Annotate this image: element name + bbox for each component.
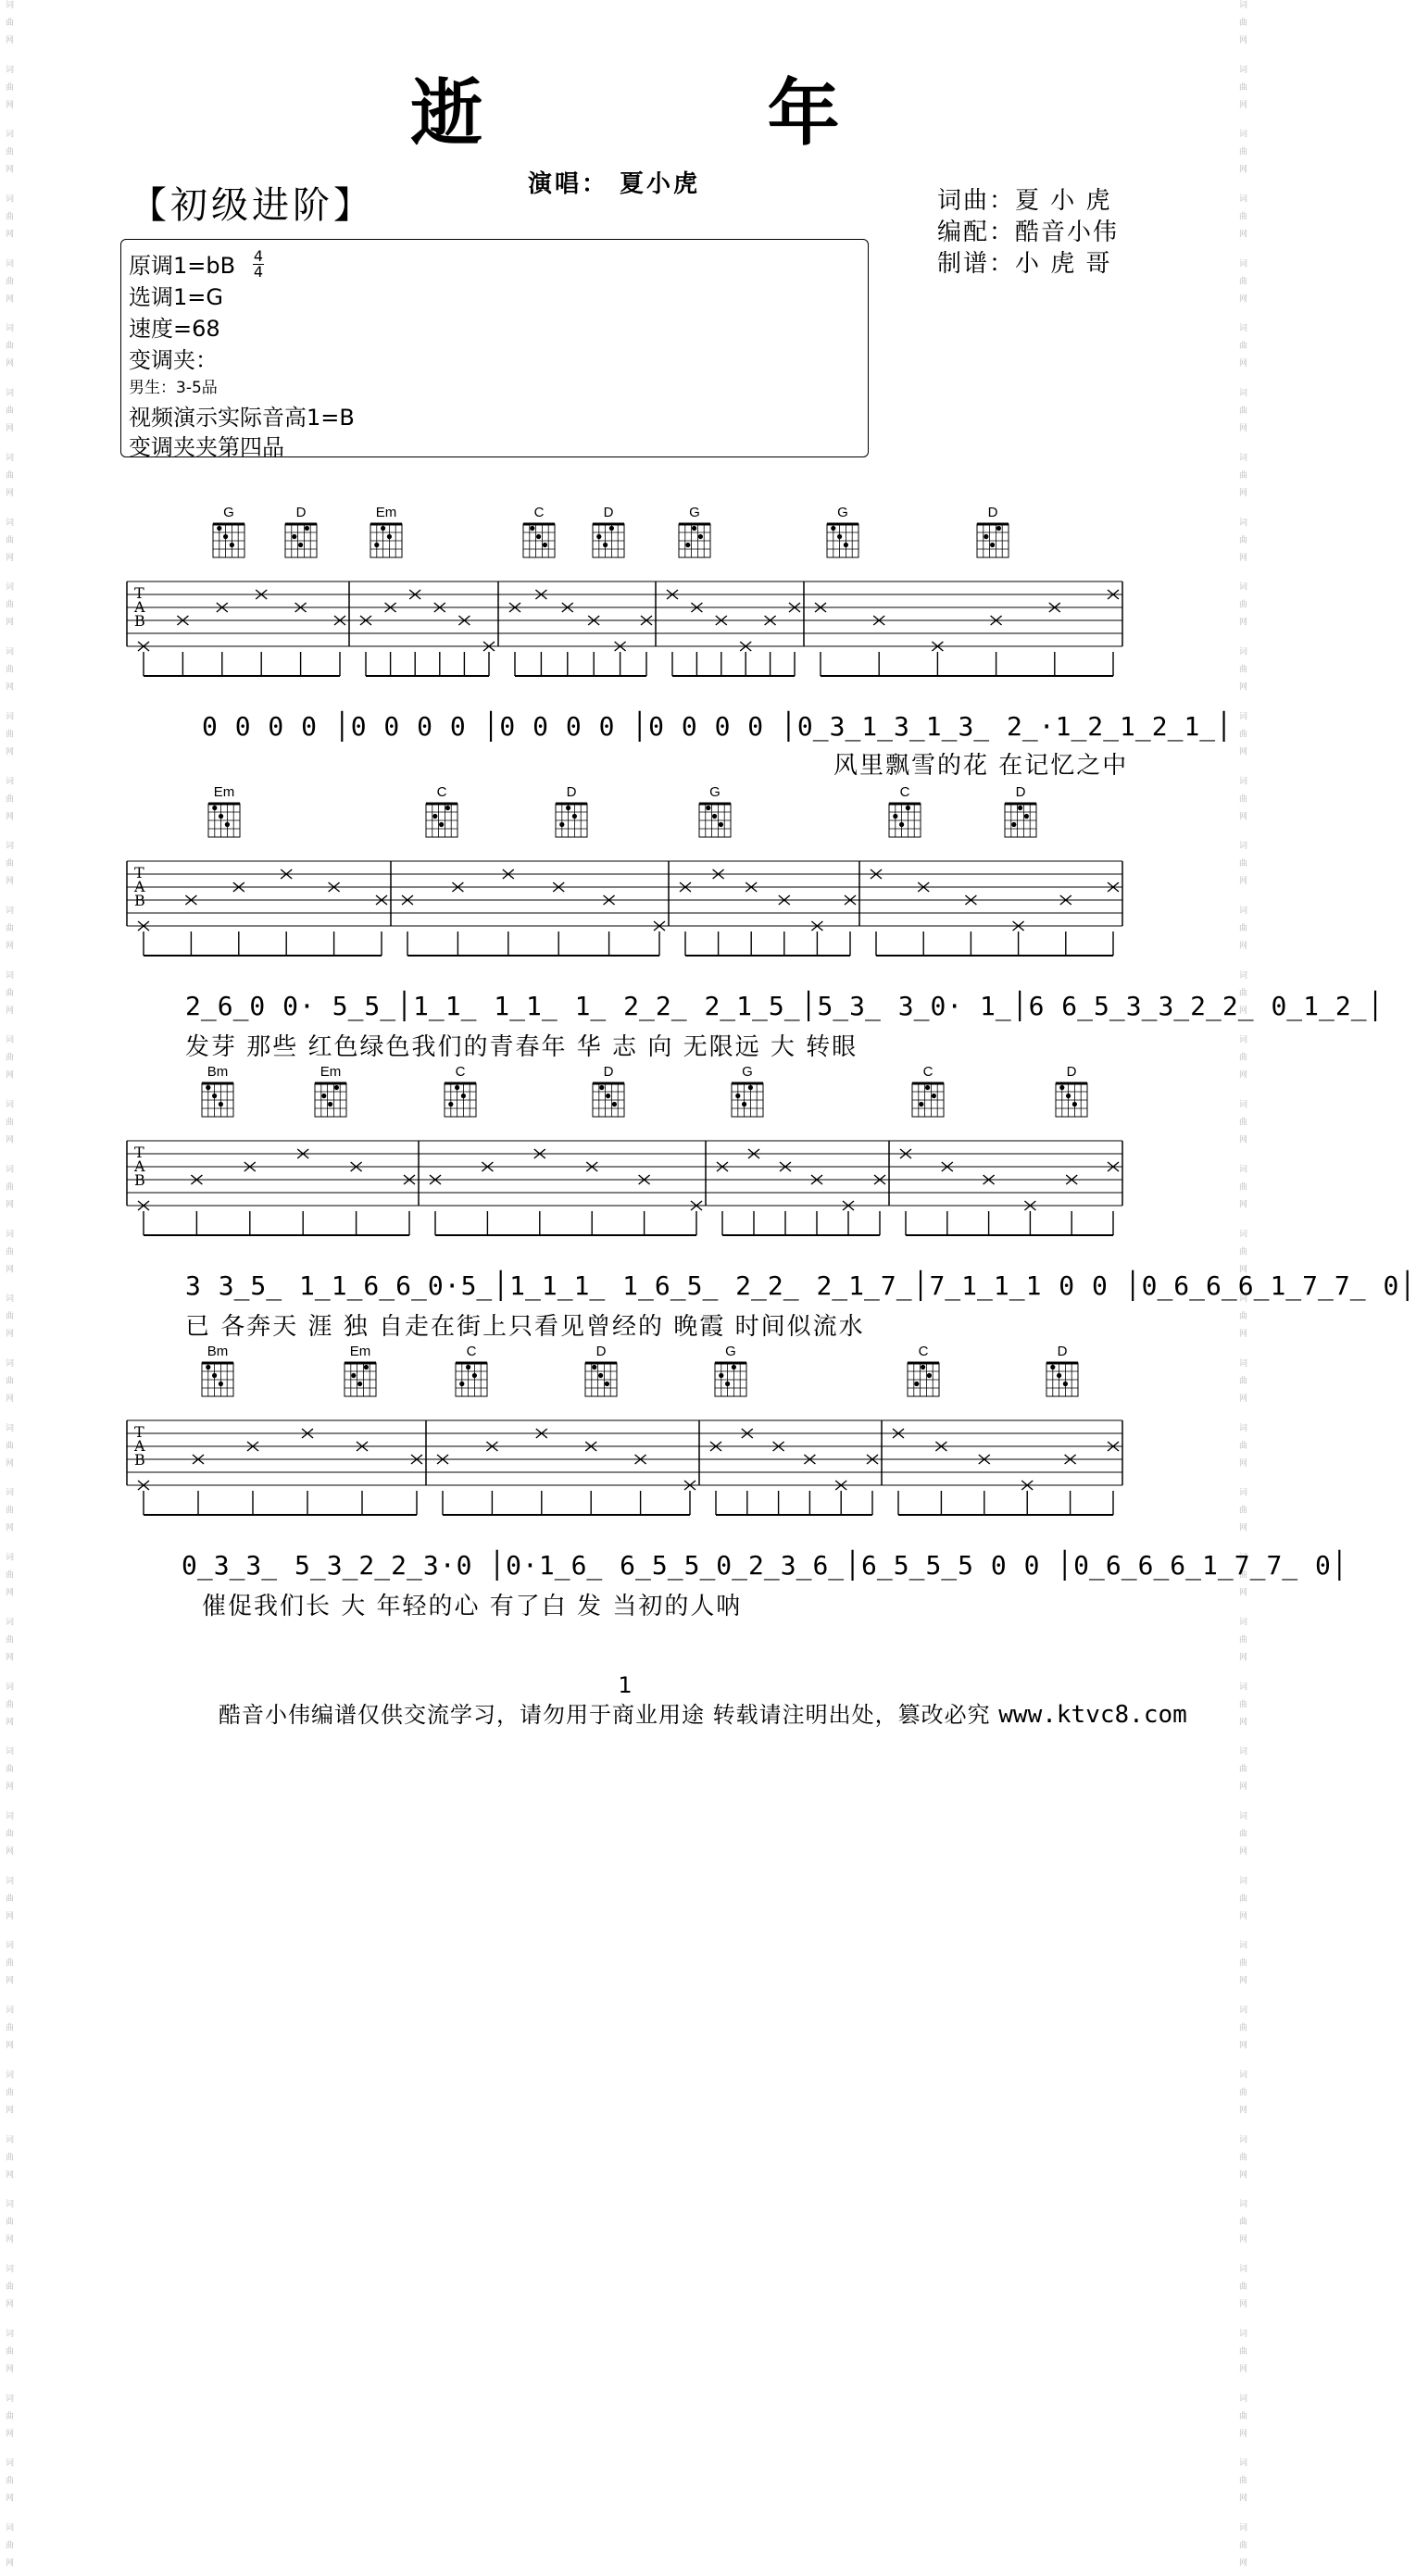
chord-dot [212,806,217,810]
chord-dot [364,1365,369,1369]
right-watermark: 词曲网 词曲网 词曲网 词曲网 词曲网 词曲网 词曲网 词曲网 词曲网 词曲网 词曲网 词曲网 词曲网 词曲网 词曲网 词曲网 词曲网 词曲网 词曲网 词曲网 词曲网 词曲网 词曲网 词曲网 词曲网 词曲网 词曲网 词曲网 词曲网 词曲网 词曲网 词曲网 词曲网 词曲网 词曲网 词曲网 词曲网 词曲网 词曲网 词曲网 [1237,0,1247,2576]
credit-lyrics-music: 词曲：夏 小 虎 [937,187,1112,215]
chord-dot [223,534,228,539]
lyric-line-3: 已 各奔天 涯 独 自走在街上只看见曾经的 晚霞 时间似流水 [185,1313,865,1341]
chord-dot [844,543,848,547]
chord-name: G [742,1064,753,1080]
chord-dot [530,526,534,531]
footer-url: www.ktvc8.com [998,1701,1187,1729]
tab-clef-letter: A [134,598,145,616]
chord-name: D [987,505,998,520]
chord-dot [893,814,897,819]
video-capo: 变调夹夹第四品 [129,434,284,460]
time-signature-bottom: 4 [253,263,264,281]
chord-dot [612,1102,617,1107]
tab-clef-letter: T [134,864,144,882]
chord-dot [925,1085,930,1090]
chord-dot [351,1373,356,1378]
chord-name: D [1015,784,1026,800]
chord-dot [566,806,570,810]
chord-dot [1063,1382,1068,1386]
chord-name: G [223,505,234,520]
chord-dot [598,1373,603,1378]
chord-dot [732,1365,736,1369]
chord-dot [472,1373,477,1378]
number-line-4: 0̲3̲3̲ 5̲3̲2̲2̲3·0 │0·1̲6̲ 6̲5̲5̲0̲2̲3̲6̲│6̲5̲5̲5 0 0 │0̲6̲6̲6̲1̲7̲7̲ 0│ [182,1550,1348,1581]
chord-name: Em [349,1344,371,1359]
tab-clef-letter: A [134,1437,145,1455]
chord-dot [1059,1085,1064,1090]
chord-dot [536,534,541,539]
chord-dot [984,534,988,539]
chord-dot [1072,1102,1077,1107]
chord-dot [459,1382,464,1386]
chord-dot [212,1373,217,1378]
chord-dot [906,806,910,810]
chord-name: Em [320,1064,342,1080]
number-line-2: 2̲6̲0 0· 5̲5̲│1̲1̲ 1̲1̲ 1̲ 2̲2̲ 2̲1̲5̲│5̲3̲ 3̲0· 1̲│6 6̲5̲3̲3̲2̲2̲ 0̲1̲2̲│ [185,991,1385,1021]
chord-name: Bm [207,1064,229,1080]
chord-dot [305,526,309,531]
chord-dot [996,526,1001,531]
chord-dot [381,526,385,531]
song-title: 逝 年 [410,71,970,156]
chord-dot [212,1094,217,1098]
chord-dot [448,1102,453,1107]
lyric-line-4: 催促我们长 大 年轻的心 有了白 发 当初的人呐 [202,1593,743,1620]
chord-dot [932,1094,936,1098]
chord-dot [328,1102,332,1107]
tab-clef-letter: A [134,878,145,895]
chord-dot [685,543,690,547]
chord-name: D [603,505,614,520]
chord-dot [919,1102,923,1107]
chord-dot [921,1365,925,1369]
tab-clef-letter: T [134,1423,144,1441]
chord-dot [334,1085,339,1090]
tab-clef-letter: T [134,584,144,602]
chord-name: C [918,1344,929,1359]
chord-dot [1024,814,1029,819]
number-line-3: 3 3̲5̲ 1̲1̲6̲6̲0·5̲│1̲1̲1̲ 1̲6̲5̲ 2̲2̲ 2̲1̲7̲│7̲1̲1̲1 0 0 │0̲6̲6̲6̲1̲7̲7̲ 0│ [185,1270,1416,1301]
chord-dot [831,526,835,531]
chord-dot [387,534,392,539]
tempo: 速度=68 [129,316,220,342]
tab-clef-letter: A [134,1157,145,1175]
singer-credit: 演唱： 夏小虎 [528,170,701,198]
chord-dot [219,1102,223,1107]
chord-dot [603,543,608,547]
chord-name: Bm [207,1344,229,1359]
chord-dot [206,1365,210,1369]
credit-arranger: 编配：酷音小伟 [937,219,1120,246]
difficulty-level: 【初级进阶】 [130,184,374,227]
chord-name: G [709,784,721,800]
chord-name: D [595,1344,607,1359]
chord-dot [606,1094,610,1098]
chord-dot [735,1094,740,1098]
chord-dot [692,526,696,531]
chord-dot [374,543,379,547]
chord-dot [217,526,221,531]
footer-text: 酷音小伟编谱仅供交流学习，请勿用于商业用途 转载请注明出处，篡改必究 [219,1702,991,1728]
chord-name: G [837,505,848,520]
tab-clef-letter: B [134,892,145,909]
chord-dot [592,1365,596,1369]
chord-dot [461,1094,466,1098]
chord-dot [298,543,303,547]
capo-title: 变调夹： [129,347,218,373]
chord-dot [698,534,703,539]
chord-dot [719,1373,723,1378]
chord-dot [466,1365,470,1369]
chord-dot [596,534,601,539]
chord-name: C [455,1064,466,1080]
credit-transcriber: 制谱：小 虎 哥 [937,250,1112,278]
chord-dot [837,534,842,539]
chord-dot [1057,1373,1061,1378]
chord-dot [432,814,437,819]
chord-dot [1050,1365,1055,1369]
time-signature-top: 4 [253,247,264,265]
left-watermark: 词曲网 词曲网 词曲网 词曲网 词曲网 词曲网 词曲网 词曲网 词曲网 词曲网 词曲网 词曲网 词曲网 词曲网 词曲网 词曲网 词曲网 词曲网 词曲网 词曲网 词曲网 词曲网 词曲网 词曲网 词曲网 词曲网 词曲网 词曲网 词曲网 词曲网 词曲网 词曲网 词曲网 词曲网 词曲网 词曲网 词曲网 词曲网 词曲网 词曲网 [4,0,13,2576]
chord-name: G [725,1344,736,1359]
chord-name: Em [375,505,397,520]
chord-dot [230,543,234,547]
chord-name: D [566,784,577,800]
chord-name: D [603,1064,614,1080]
chord-dot [725,1382,730,1386]
chord-dot [609,526,614,531]
chord-dot [990,543,995,547]
chord-dot [706,806,710,810]
tab-clef-letter: B [134,1451,145,1469]
chord-dot [559,822,564,827]
chord-name: G [689,505,700,520]
capo-male: 男生：3-5品 [129,379,218,397]
chord-dot [742,1102,746,1107]
chord-dot [225,822,230,827]
chord-dot [1011,822,1016,827]
chord-dot [357,1382,362,1386]
page-number: 1 [618,1672,633,1698]
chord-name: C [922,1064,934,1080]
video-key: 视频演示实际音高1=B [129,405,355,431]
chord-name: Em [213,784,235,800]
chord-dot [321,1094,326,1098]
number-line-1: 0 0 0 0 │0 0 0 0 │0 0 0 0 │0 0 0 0 │0̲3̲1̲3̲1̲3̲ 2̲·1̲2̲1̲2̲1̲│ [202,711,1234,742]
chord-name: C [466,1344,477,1359]
chord-dot [748,1085,753,1090]
chord-dot [455,1085,459,1090]
chord-name: D [295,505,307,520]
chord-dot [543,543,547,547]
chord-dot [605,1382,609,1386]
chord-dot [719,822,723,827]
chord-dot [219,814,223,819]
tab-clef-letter: T [134,1144,144,1161]
chord-name: C [899,784,910,800]
chord-name: D [1066,1064,1077,1080]
tab-clef-letter: B [134,1171,145,1189]
footer-notice [219,1696,1187,1729]
chord-dot [206,1085,210,1090]
chord-dot [292,534,296,539]
chord-dot [712,814,717,819]
chord-dot [927,1373,932,1378]
chord-name: D [1057,1344,1068,1359]
chord-dot [914,1382,919,1386]
original-key: 原调1=bB [129,253,236,279]
chord-dot [439,822,444,827]
chosen-key: 选调1=G [129,284,223,310]
chord-dot [1066,1094,1071,1098]
chord-dot [599,1085,604,1090]
chord-name: C [533,505,545,520]
chord-dot [899,822,904,827]
chord-dot [572,814,577,819]
chord-dot [219,1382,223,1386]
lyric-line-1: 风里飘雪的花 在记忆之中 [833,752,1129,780]
tab-clef-letter: B [134,612,145,630]
lyric-line-2: 发芽 那些 红色绿色我们的青春年 华 志 向 无限远 大 转眼 [185,1033,858,1061]
chord-dot [1018,806,1022,810]
chord-dot [445,806,450,810]
chord-name: C [436,784,447,800]
